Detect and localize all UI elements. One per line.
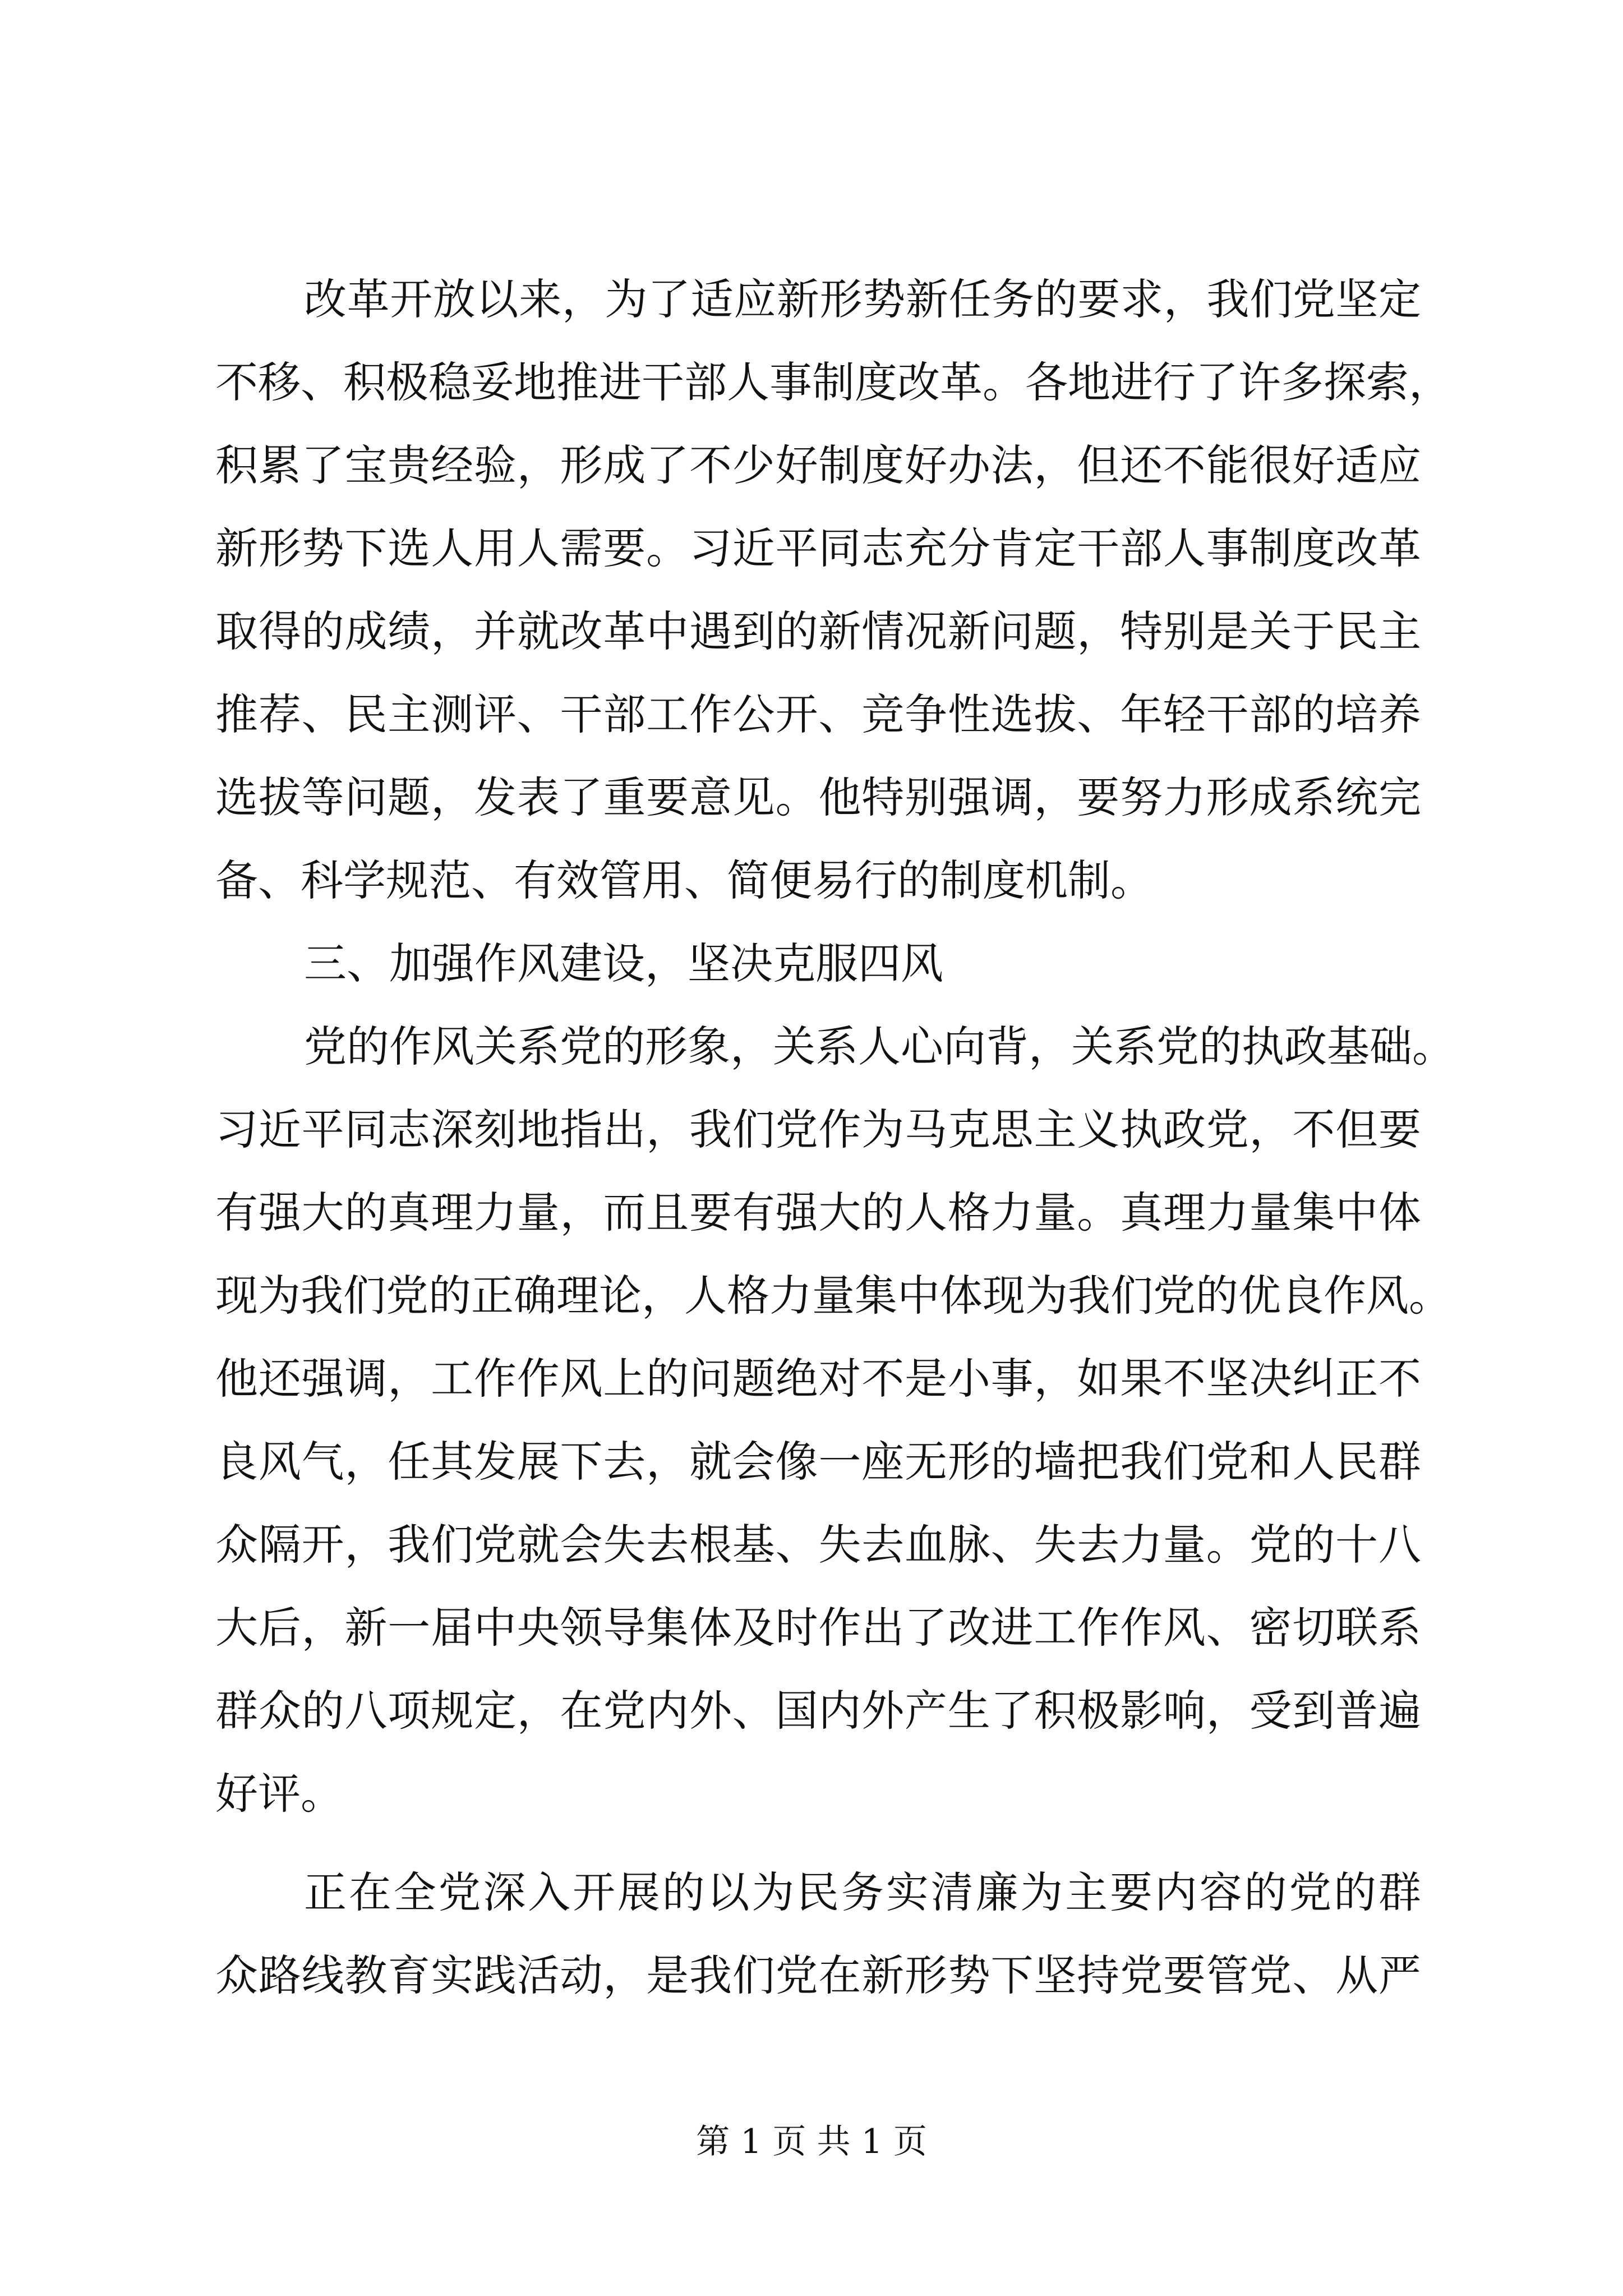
text-line: 不移、积极稳妥地推进干部人事制度改革。各地进行了许多探索， xyxy=(215,357,1451,407)
text-line: 取得的成绩，并就改革中遇到的新情况新问题，特别是关于民主 xyxy=(215,606,1421,656)
document-body xyxy=(215,258,1455,2017)
text-line: 众路线教育实践活动，是我们党在新形势下坚持党要管党、从严 xyxy=(215,1950,1421,2000)
text-line: 推荐、民主测评、干部工作公开、竞争性选拔、年轻干部的培养 xyxy=(215,689,1421,739)
text-line: 选拔等问题，发表了重要意见。他特别强调，要努力形成系统完 xyxy=(215,772,1421,822)
text-line: 改革开放以来，为了适应新形势新任务的要求，我们党坚定 xyxy=(304,274,1421,324)
page-footer: 第 1 页 共 1 页 xyxy=(696,2122,927,2161)
text-line: 党的作风关系党的形象，关系人心向背，关系党的执政基础。 xyxy=(304,1022,1455,1071)
text-line: 良风气，任其发展下去，就会像一座无形的墙把我们党和人民群 xyxy=(215,1437,1421,1487)
text-line: 习近平同志深刻地指出，我们党作为马克思主义执政党，不但要 xyxy=(215,1105,1421,1154)
text-line: 有强大的真理力量，而且要有强大的人格力量。真理力量集中体 xyxy=(215,1188,1421,1237)
text-line: 大后，新一届中央领导集体及时作出了改进工作作风、密切联系 xyxy=(215,1603,1421,1653)
text-line: 备、科学规范、有效管用、简便易行的制度机制。 xyxy=(215,855,1153,905)
section-heading: 三、加强作风建设，坚决克服四风 xyxy=(304,938,943,988)
text-line: 新形势下选人用人需要。习近平同志充分肯定干部人事制度改革 xyxy=(215,523,1421,573)
text-line: 积累了宝贵经验，形成了不少好制度好办法，但还不能很好适应 xyxy=(215,440,1421,490)
text-line: 众隔开，我们党就会失去根基、失去血脉、失去力量。党的十八 xyxy=(215,1520,1421,1570)
text-line: 正在全党深入开展的以为民务实清廉为主要内容的党的群 xyxy=(304,1867,1421,1917)
text-line: 好评。 xyxy=(215,1769,343,1819)
text-line: 现为我们党的正确理论，人格力量集中体现为我们党的优良作风。 xyxy=(215,1271,1451,1320)
text-line: 他还强调，工作作风上的问题绝对不是小事，如果不坚决纠正不 xyxy=(215,1354,1421,1404)
text-line: 群众的八项规定，在党内外、国内外产生了积极影响，受到普遍 xyxy=(215,1686,1421,1736)
